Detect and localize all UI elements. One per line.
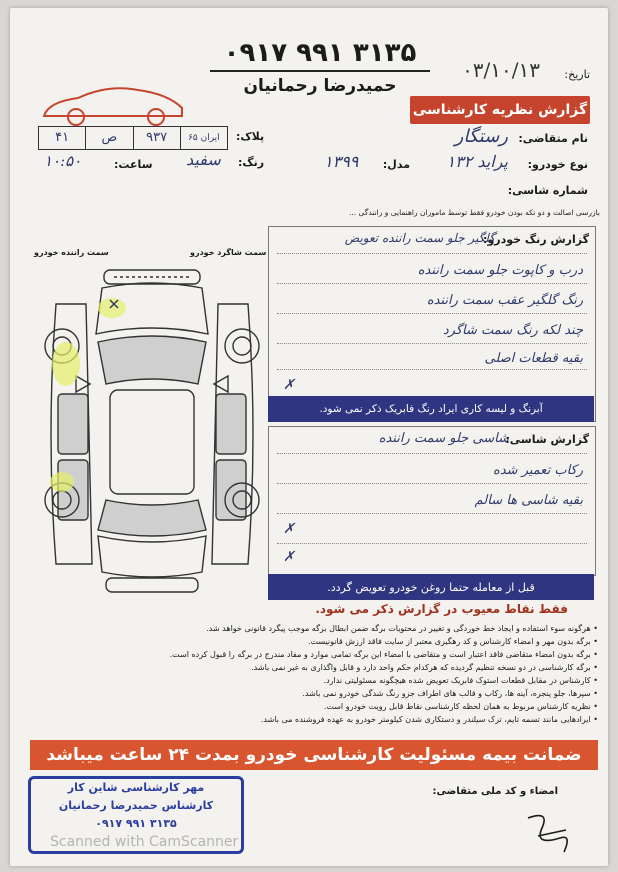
- camscanner-watermark: Scanned with CamScanner: [50, 834, 239, 850]
- terms-list: [90, 622, 598, 726]
- chassis-report-box: [268, 426, 596, 576]
- stamp-line: ۰۹۱۷ ۹۹۱ ۳۱۳۵: [95, 817, 177, 830]
- applicant-label: نام متقاضی:: [518, 132, 588, 145]
- chassis-label: شماره شاسی:: [507, 184, 588, 197]
- guarantee-bar: ضمانت بیمه مسئولیت کارشناسی خودرو بمدت ۲۴ ساعت میباشد: [30, 740, 598, 770]
- paint-line: بقیه قطعات اصلی: [484, 351, 583, 366]
- plate-label: پلاک:: [236, 130, 265, 143]
- model-label: مدل:: [382, 158, 410, 171]
- term-item: • برگه بدون امضاء متقاضی فاقد اعتبار است و متقاضی با امضاء این برگه تمامی موارد و مفاد مندرج در برگه را قبول کرده است.: [90, 648, 598, 661]
- passenger-side-label: سمت شاگرد خودرو: [190, 248, 267, 257]
- car-type-label: نوع خودرو:: [527, 158, 588, 171]
- plate-cell: ص: [86, 127, 133, 149]
- cross-mark-icon: ✗: [283, 377, 295, 393]
- term-item: • کارشناس در مقابل قطعات استوک فابریک تعویض شده هیچگونه مسئولیتی ندارد.: [90, 674, 598, 687]
- paint-line: گلگیر جلو سمت راننده تعویض: [344, 231, 495, 245]
- phone-number: ۰۹۱۷ ۹۹۱ ۳۱۳۵: [210, 38, 430, 72]
- model-value: ۱۳۹۹: [324, 152, 359, 171]
- paint-line: رنگ گلگیر عقب سمت راننده: [426, 293, 583, 308]
- oil-change-bar: قبل از معامله حتما روغن خودرو تعویض گردد.: [268, 574, 594, 600]
- chassis-report-title: گزارش شاسی:: [505, 433, 589, 446]
- driver-side-label: سمت راننده خودرو: [34, 248, 109, 257]
- car-type-value: پراید ۱۳۲: [446, 152, 508, 171]
- paint-report-title: گزارش رنگ خودرو:: [483, 233, 589, 246]
- term-item: • سپرها، جلو پنجره، آینه ها، رکاب و قالب های اطراف جزو رنگ شدگی خودرو نمی باشد.: [90, 687, 598, 700]
- color-label: رنگ:: [238, 156, 265, 169]
- time-label: ساعت:: [114, 158, 153, 171]
- plate-cell: ایران ۶۵: [188, 133, 220, 143]
- report-banner: گزارش نظریه کارشناسی: [410, 96, 590, 124]
- term-item: • برگه بدون مهر و امضاء کارشناس و کد رهگیری معتبر از سایت فاقد ارزش قانونیست.: [90, 635, 598, 648]
- inspector-name: حمیدرضا رحمانیان: [243, 76, 397, 96]
- date-value: ۰۳/۱۰/۱۳: [462, 58, 540, 82]
- defects-only-title: فقط نقاط معیوب در گزارش ذکر می شود.: [315, 602, 568, 616]
- stamp-line: کارشناس حمیدرضا رحمانیان: [58, 799, 214, 812]
- plate-cell: ۹۳۷: [134, 127, 181, 149]
- paint-report-box: [268, 226, 596, 422]
- car-damage-diagram: [32, 264, 264, 600]
- signature-icon: [520, 808, 580, 856]
- paint-note-bar: آبرنگ و لیسه کاری ایراد رنگ فابریک ذکر نمی شود.: [268, 396, 594, 422]
- term-item: • برگه کارشناسی در دو نسخه تنظیم گردیده که هرکدام حکم واحد دارد و قابل واگذاری به غیر نمی باشد.: [90, 661, 598, 674]
- signature-label: امضاء و کد ملی متقاضی:: [432, 786, 558, 797]
- term-item: • ایرادهایی مانند تسمه تایم، ترک سیلندر و دستکاری شدن کیلومتر خودرو به عهده فروشنده می باشد.: [90, 713, 598, 726]
- license-plate: [38, 126, 228, 150]
- chassis-line: شاسی جلو سمت راننده: [378, 431, 509, 446]
- paint-line: درب و کاپوت جلو سمت راننده: [417, 263, 583, 278]
- color-value: سفید: [186, 150, 221, 169]
- legal-notice: بازرسی اصالت و دو تکه بودن خودرو فقط توسط ماموران راهنمایی و رانندگی ...: [348, 208, 600, 217]
- term-item: • نظریه کارشناس مربوط به همان لحظه کارشناسی نقاط قابل رویت خودرو است.: [90, 700, 598, 713]
- damage-mark: [50, 472, 74, 492]
- inspection-form: [10, 8, 608, 866]
- time-value: ۱۰:۵۰: [44, 152, 82, 170]
- damage-mark: [52, 342, 80, 386]
- applicant-value: رستگار: [454, 126, 508, 147]
- chassis-line: رکاب تعمیر شده: [493, 463, 583, 478]
- chassis-line: بقیه شاسی ها سالم: [474, 493, 583, 508]
- car-logo-icon: [38, 80, 188, 128]
- cross-mark-icon: ✗: [283, 549, 295, 565]
- paint-line: چند لکه رنگ سمت شاگرد: [442, 323, 583, 338]
- plate-cell: ۴۱: [39, 127, 86, 149]
- stamp-line: مهر کارشناسی شاین کار: [67, 781, 205, 794]
- cross-mark-icon: ✗: [283, 521, 295, 537]
- date-label: تاریخ:: [564, 68, 590, 81]
- term-item: • هرگونه سوء استفاده و ایجاد خط خوردگی و تغییر در محتویات برگه ضمن ابطال برگه موجب پیگرد قانونی خواهد شد.: [90, 622, 598, 635]
